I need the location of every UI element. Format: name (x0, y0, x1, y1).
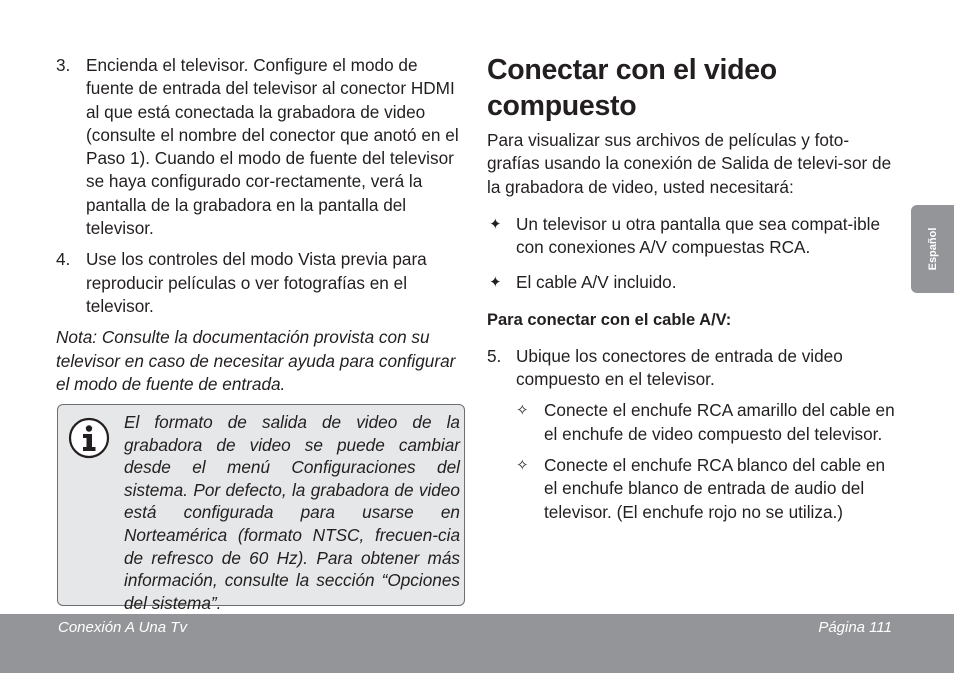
section-heading: Conectar con el video compuesto (487, 54, 777, 122)
list-item (487, 271, 897, 294)
note-text: Nota: Consulte la documentación provista con su televisor en caso de necesitar ayuda para configurar el modo de fuente de entrada. (56, 327, 456, 394)
step-4 (56, 248, 468, 318)
left-column (56, 54, 468, 396)
sub-steps-list (487, 399, 897, 523)
page-number: Página 111 (818, 619, 892, 636)
outline-star-bullet-icon: ✧ (516, 456, 529, 474)
list-item (516, 454, 897, 524)
info-box (57, 404, 465, 613)
step-3 (56, 54, 468, 240)
step-text: Use los controles del modo Vista previa para reproducir películas o ver fotografías en el televisor. (86, 249, 427, 316)
info-icon (68, 417, 110, 459)
step-number: 3. (56, 55, 71, 75)
outline-star-bullet-icon: ✧ (516, 402, 529, 420)
step-number: 5. (487, 345, 502, 366)
intro-paragraph: Para visualizar sus archivos de películas y foto-grafías usando la conexión de Salida de televi-sor de la grabadora de video, usted necesitará: (487, 130, 892, 197)
step-text: Ubique los conectores de entrada de video compuesto en el televisor. (516, 345, 843, 390)
right-column (487, 52, 897, 524)
list-item-text: Conecte el enchufe RCA amarillo del cable en el enchufe de video compuesto del televisor. (544, 400, 895, 444)
step-text: Encienda el televisor. Configure el modo de fuente de entrada del televisor al conector HDMI al que está conectada la grabadora de video (consulte el nombre del conector que anotó en el Paso 1). Cuando el modo de fuente del televisor se haya configurado cor-rectamente, verá la pantalla de la grabadora en la pantalla del televisor. (86, 55, 459, 239)
language-tab-label: Español (926, 227, 939, 271)
subheading: Para conectar con el cable A/V: (487, 310, 732, 329)
info-box-text: El formato de salida de video de la grabadora de video se puede cambiar desde el menú Configuraciones del sistema. Por defecto, la grabadora de video está configurada para usarse en Norteamérica (formato NTSC, frecuen-cia de refresco de 60 Hz). Para obtener más información, consulte la sección “Opciones del sistema”. (124, 412, 460, 613)
list-item (516, 399, 897, 446)
list-item-text: Un televisor u otra pantalla que sea compat-ible con conexiones A/V compuestas RCA. (516, 213, 881, 258)
language-side-tab (911, 205, 954, 293)
list-item (487, 213, 897, 260)
footer-section-title: Conexión A Una Tv (58, 619, 187, 636)
step-number: 4. (56, 249, 71, 270)
page-footer (0, 614, 954, 673)
requirements-list (487, 213, 897, 295)
star-bullet-icon: ✦ (489, 215, 502, 233)
star-bullet-icon: ✦ (489, 274, 502, 292)
step-5 (487, 345, 897, 392)
list-item-text: Conecte el enchufe RCA blanco del cable en el enchufe blanco de entrada de audio del televisor. (El enchufe rojo no se utiliza.) (544, 454, 886, 522)
list-item-text: El cable A/V incluido. (516, 272, 677, 293)
